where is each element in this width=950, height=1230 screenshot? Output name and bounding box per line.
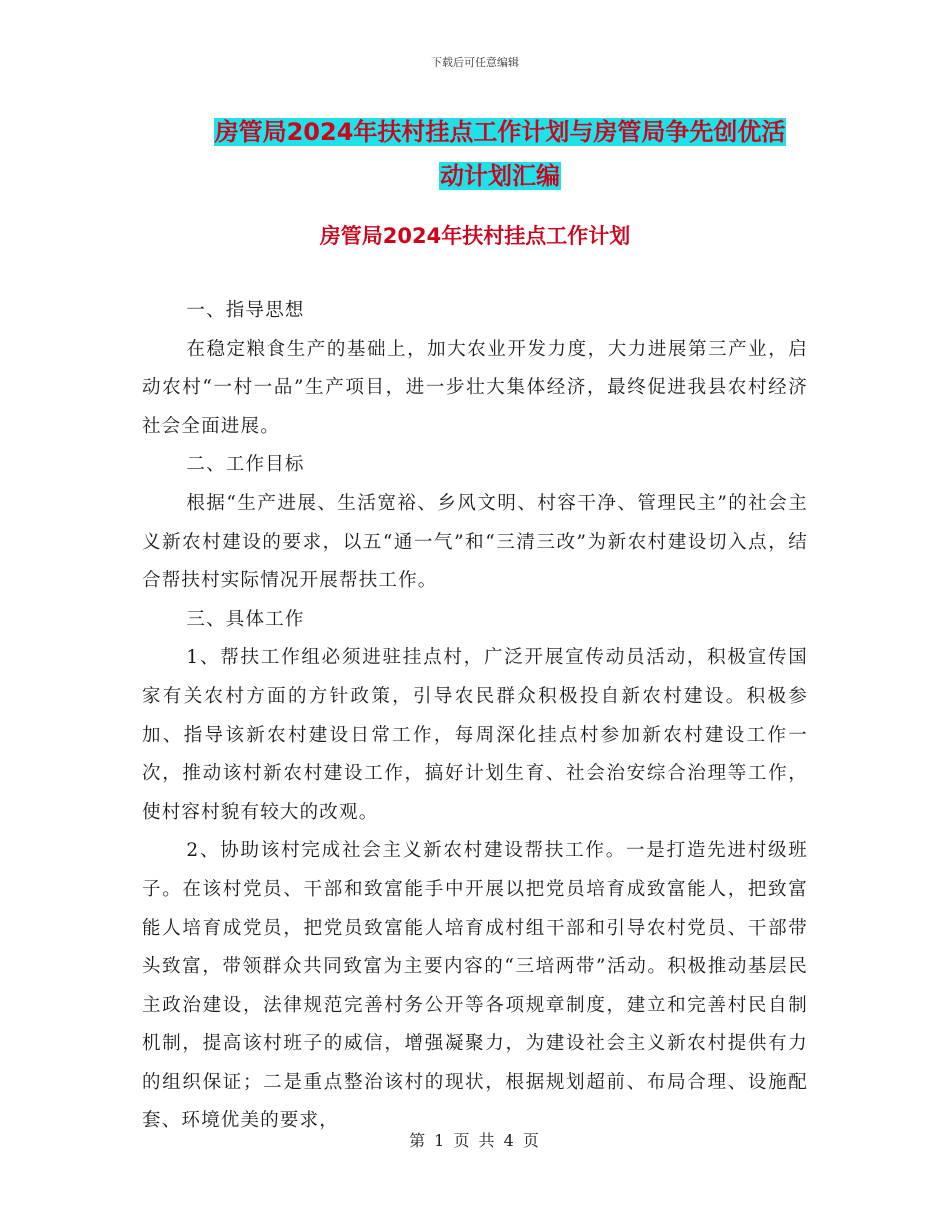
heading-work-goals: 二、工作目标 (186, 454, 305, 476)
title-line-2: 动计划汇编 (440, 162, 560, 190)
document-title (140, 110, 860, 198)
paragraph: 在稳定粮食生产的基础上，加大农业开发力度，大力进展第三产业，启动农村“一村一品”生产项目，进一步壮大集体经济，最终促进我县农村经济社会全面进展。 (142, 338, 808, 437)
title-line-1: 房管局2024年扶村挂点工作计划与房管局争先创优活 (214, 118, 786, 146)
heading-specific-work: 三、具体工作 (186, 608, 305, 630)
paragraph: 1、帮扶工作组必须进驻挂点村，广泛开展宣传动员活动，积极宣传国家有关农村方面的方针政策，引导农民群众积极投自新农村建设。积极参加、指导该新农村建设日常工作，每周深化挂点村参加新农村建设工作一次，推动该村新农村建设工作，搞好计划生育、社会治安综合治理等工作，使村容村貌有较大的改观。 (142, 647, 808, 823)
page-footer: 第 1 页 共 4 页 (409, 1131, 541, 1150)
header-note: 下载后可任意编辑 (431, 56, 519, 69)
document-body (142, 292, 808, 1141)
section-title: 房管局2024年扶村挂点工作计划 (319, 224, 631, 248)
paragraph: 根据“生产进展、生活宽裕、乡风文明、村容干净、管理民主”的社会主义新农村建设的要求，以五“通一气”和“三清三改”为新农村建设切入点，结合帮扶村实际情况开展帮扶工作。 (142, 492, 808, 592)
paragraph: 2、协助该村完成社会主义新农村建设帮扶工作。一是打造先进村级班子。在该村党员、干部和致富能手中开展以把党员培育成致富能人，把致富能人培育成党员，把党员致富能人培育成村组干部和引导农村党员、干部带头致富，带领群众共同致富为主要内容的“三培两带”活动。积极推动基层民主政治建设，法律规范完善村务公开等各项规章制度，建立和完善村民自制机制，提高该村班子的威信，增强凝聚力，为建设社会主义新农村提供有力的组织保证；二是重点整治该村的现状，根据规划超前、布局合理、设施配套、环境优美的要求， (142, 840, 808, 1132)
heading-guiding-thought: 一、指导思想 (186, 300, 305, 321)
